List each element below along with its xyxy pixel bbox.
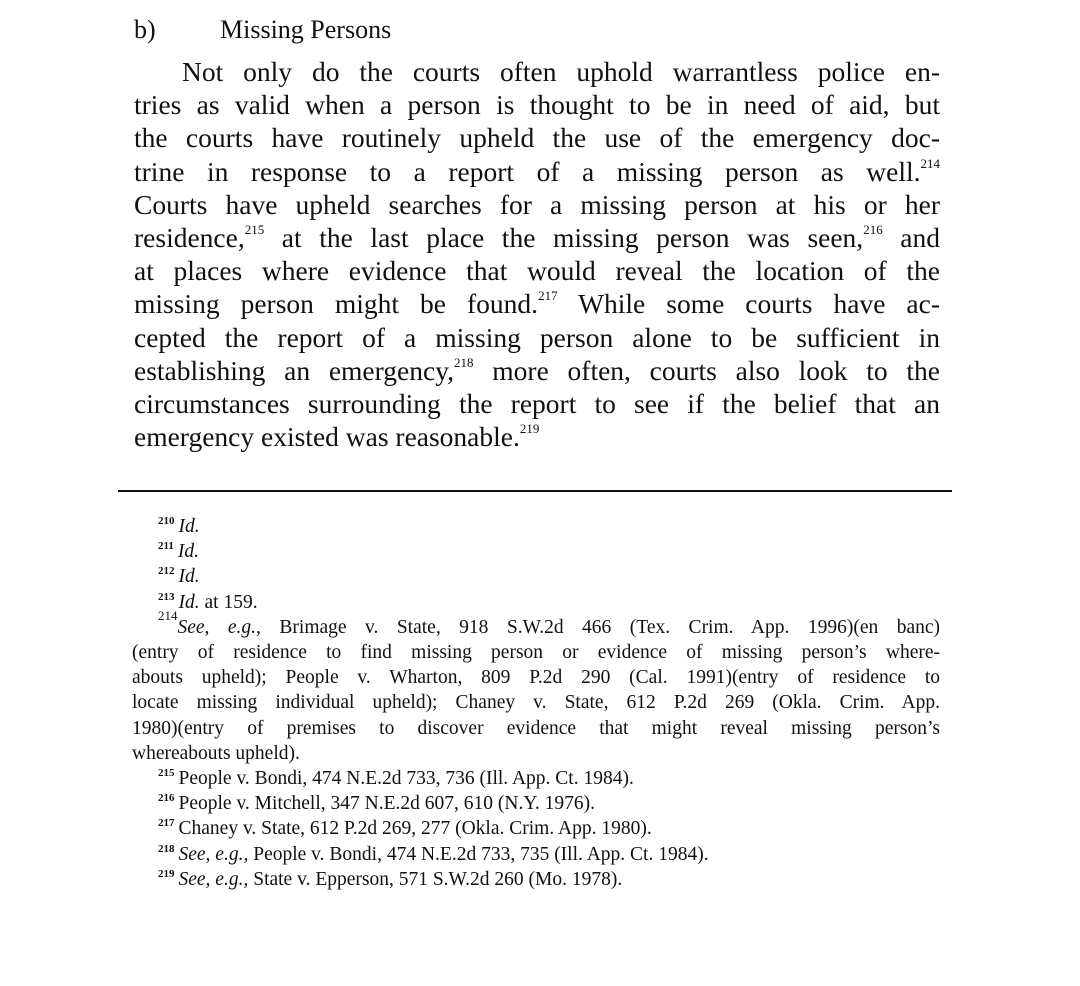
footnote-216: $^{216}$ People v. Mitchell, 347 N.E.2d 607, 610 (N.Y. 1976). [158,792,596,815]
body-line: at places where evidence that would reveal the location of the [134,255,940,287]
footnote-210: $^{210}$ Id. [158,515,200,537]
footnote-219: $^{219}$ See, e.g., State v. Epperson, 571 S.W.2d 260 (Mo. 1978). [158,867,623,890]
body-line: trine in response to a report of a missing person as well.$^{214}$ [134,155,940,187]
footnote-217: $^{217}$ Chaney v. State, 612 P.2d 269, 277 (Okla. Crim. App. 1980). [158,817,652,840]
footnote-214: $^{214}$See, e.g., Brimage v. State, 918 S.W.2d 466 (Tex. Crim. App. 1996)(en banc) (entry of residence to find missing person or evidence of missing person’s where- abouts upheld); People v. Wharton, 809 P.2d 290 (Cal. 1991)(entry of residence to locate missing individual upheld); Chaney v. State, 612 P.2d 269 (Okla. Crim. App. 1980)(entry of premises to discover evidence that might reveal missing person’s whereabouts upheld). [132,607,940,764]
section-title: Missing Persons [220,15,392,44]
footnote-212: $^{212}$ Id. [158,565,200,588]
footnote-ref: 215 [244,221,265,237]
body-line: cepted the report of a missing person alone to be sufficient in [134,321,940,353]
footnotes [132,514,940,892]
body-line: tries as valid when a person is thought to be in need of aid, but [134,89,940,121]
body-line: missing person might be found.$^{217}$ While some courts have ac- [134,288,940,320]
footnote-ref: 217 [538,288,558,304]
footnote-213: $^{213}$ Id. at 159. [158,590,258,613]
body-paragraph [134,55,940,453]
footnote-divider [118,490,952,492]
footnote-ref: 219 [519,421,540,437]
footnote-211: $^{211}$ Id. [158,540,200,563]
footnote-ref: 214 [920,155,940,171]
body-line: emergency existed was reasonable.$^{219}$ [134,421,540,453]
body-line: residence,$^{215}$ at the last place the missing person was seen,$^{216}$ and [134,221,940,253]
footnote-218: $^{218}$ See, e.g., People v. Bondi, 474 N.E.2d 733, 735 (Ill. App. Ct. 1984). [158,842,709,865]
footnote-ref: 218 [454,354,474,370]
footnote-ref: 216 [863,221,883,237]
section-heading [134,14,391,46]
section-number: b) [134,15,156,44]
body-line: establishing an emergency,$^{218}$ more often, courts also look to the [134,354,941,386]
body-line: the courts have routinely upheld the use of the emergency doc- [134,122,940,154]
body-line: Not only do the courts often uphold warrantless police en- [182,56,940,87]
body-line: Courts have upheld searches for a missing person at his or her [134,188,940,220]
footnote-215: $^{215}$ People v. Bondi, 474 N.E.2d 733, 736 (Ill. App. Ct. 1984). [158,766,634,789]
body-line: circumstances surrounding the report to see if the belief that an [134,387,940,419]
